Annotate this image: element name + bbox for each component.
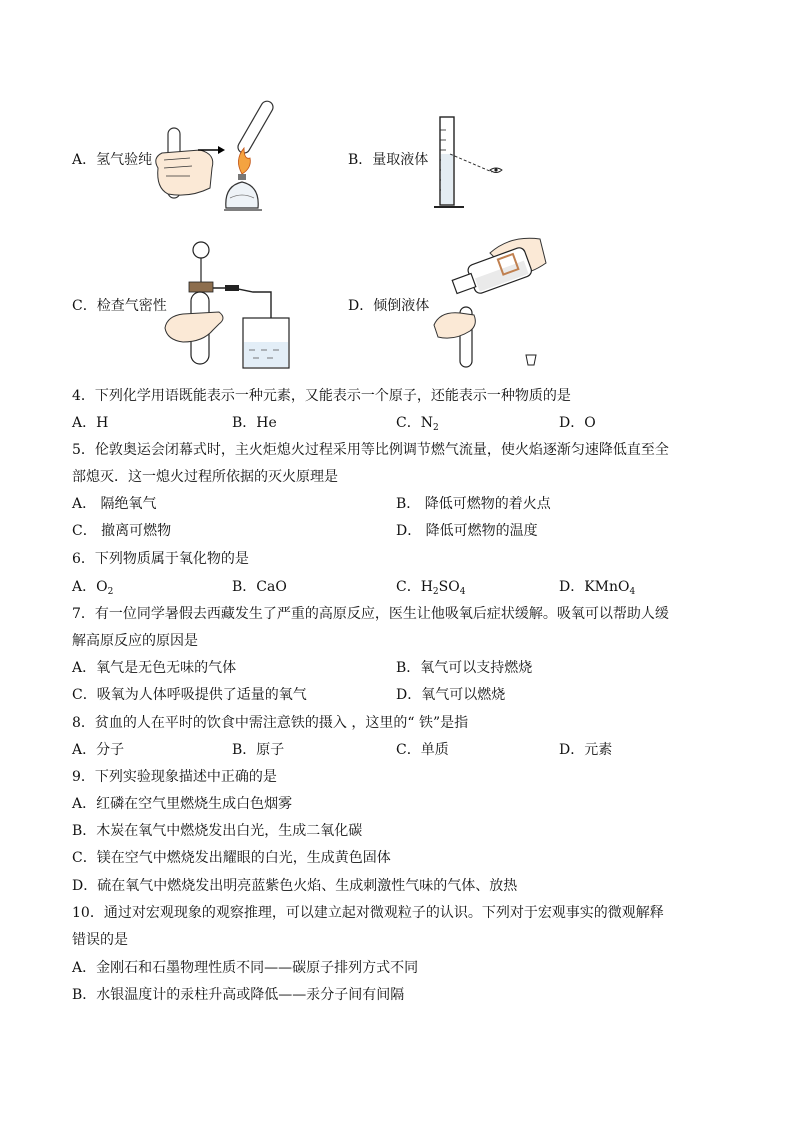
question-8-option-c: C．单质 [396, 742, 449, 758]
question-5-stem-line-2: 部熄灭．这一熄火过程所依据的灭火原理是 [72, 469, 338, 485]
question-9-option-a: A．红磷在空气里燃烧生成白色烟雾 [72, 796, 293, 812]
question-9-stem: 9．下列实验现象描述中正确的是 [72, 769, 277, 785]
question-6-option-d: D．KMnO$_4$ [559, 579, 636, 597]
question-5-option-b: B． 降低可燃物的着火点 [396, 496, 551, 512]
question-10-stem-line-2: 错误的是 [72, 932, 128, 948]
figure-a-label: A．氢气验纯 [72, 152, 153, 168]
question-4-option-b: B．He [232, 415, 277, 431]
figure-c-label: C．检查气密性 [72, 298, 167, 314]
question-5-stem-line-1: 5．伦敦奥运会闭幕式时，主火炬熄火过程采用等比例调节燃气流量，使火焰逐渐匀速降低直至全 [72, 442, 669, 458]
question-6-option-a: A．$O_2$ [72, 579, 114, 597]
question-7-stem-line-2: 解高原反应的原因是 [72, 633, 198, 649]
figure-a-hydrogen-test-illustration [150, 98, 275, 213]
question-5-option-c: C． 撤离可燃物 [72, 523, 172, 539]
figure-b-label: B．量取液体 [348, 152, 429, 168]
question-7-option-c: C．吸氧为人体呼吸提供了适量的氧气 [72, 687, 307, 703]
question-5-option-d: D． 降低可燃物的温度 [396, 523, 538, 539]
question-4-option-d: D．O [559, 415, 596, 431]
question-10-option-b: B．水银温度计的汞柱升高或降低——汞分子间有间隔 [72, 987, 405, 1003]
question-8-option-a: A．分子 [72, 742, 125, 758]
question-5-option-a: A． 隔绝氧气 [72, 496, 157, 512]
question-7-stem-line-1: 7．有一位同学暑假去西藏发生了严重的高原反应，医生让他吸氧后症状缓解。吸氧可以帮助人缓 [72, 606, 669, 622]
question-8-option-d: D．元素 [559, 742, 613, 758]
question-6-option-c: C．$H_2SO_4$ [396, 579, 466, 597]
question-8-stem: 8．贫血的人在平时的饮食中需注意铁的摄入 ，这里的“ 铁”是指 [72, 715, 469, 731]
figure-b-measuring-cylinder-illustration [430, 112, 510, 212]
question-10-stem-line-1: 10．通过对宏观现象的观察推理，可以建立起对微观粒子的认识。下列对于宏观事实的微观解释 [72, 905, 664, 921]
figure-d-pouring-liquid-illustration [430, 233, 550, 369]
question-8-option-b: B．原子 [232, 742, 285, 758]
question-7-option-a: A．氧气是无色无味的气体 [72, 660, 237, 676]
question-9-option-c: C．镁在空气中燃烧发出耀眼的白光，生成黄色固体 [72, 850, 391, 866]
question-9-option-d: D．硫在氧气中燃烧发出明亮蓝紫色火焰、生成刺激性气味的气体、放热 [72, 878, 518, 894]
figure-d-label: D．倾倒液体 [348, 298, 430, 314]
question-4-stem: 4．下列化学用语既能表示一种元素，又能表示一个原子，还能表示一种物质的是 [72, 388, 571, 404]
question-9-option-b: B．木炭在氧气中燃烧发出白光，生成二氧化碳 [72, 823, 363, 839]
question-6-stem: 6．下列物质属于氧化物的是 [72, 551, 249, 567]
figure-c-airtightness-check-illustration [163, 238, 293, 370]
question-4-option-a: A．H [72, 415, 109, 431]
question-10-option-a: A．金刚石和石墨物理性质不同——碳原子排列方式不同 [72, 960, 419, 976]
question-7-option-b: B．氧气可以支持燃烧 [396, 660, 533, 676]
question-4-option-c: C．$N_2$ [396, 415, 439, 433]
question-6-option-b: B．CaO [232, 579, 287, 595]
question-7-option-d: D．氧气可以燃烧 [396, 687, 506, 703]
